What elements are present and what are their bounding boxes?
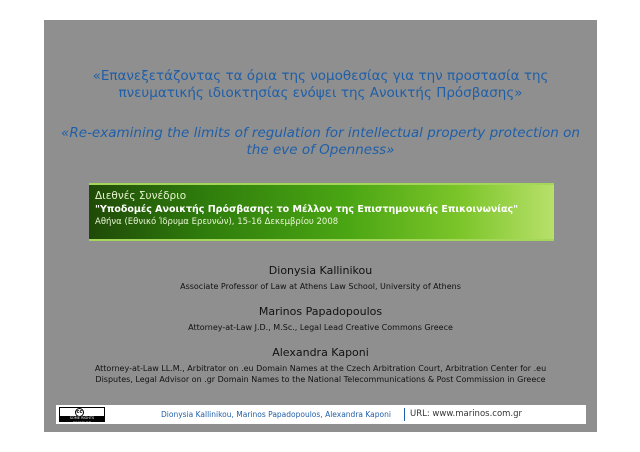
banner-conference-label: Διεθνές Συνέδριο — [95, 190, 187, 202]
creative-commons-icon: cc — [76, 409, 83, 415]
footer-url-link[interactable]: URL: www.marinos.com.gr — [410, 409, 523, 419]
speaker-role-3-line-2: Disputes, Legal Advisor on .gr Domain Names to the National Telecommunications & Post Commission in Greece — [95, 375, 546, 384]
slide-footer — [56, 405, 586, 424]
banner-conference-title: "Υποδομές Ανοικτής Πρόσβασης: το Μέλλον της Επιστημονικής Επικοινωνίας" — [95, 204, 519, 215]
creative-commons-label: SOME RIGHTS RESERVED — [60, 416, 104, 421]
english-title: «Re-examining the limits of regulation for intellectual property protection on the eve of Openness» — [61, 125, 580, 158]
banner-conference-venue-date: Αθήνα (Εθνικό Ίδρυμα Ερευνών), 15-16 Δεκεμβρίου 2008 — [95, 217, 339, 227]
speaker-name-2: Marinos Papadopoulos — [258, 305, 383, 318]
footer-authors: Dionysia Kallinikou, Marinos Papadopoulos, Alexandra Kaponi — [161, 410, 391, 419]
speaker-name-3: Alexandra Kaponi — [272, 346, 369, 359]
speaker-role-3-line-1: Attorney-at-Law LL.M., Arbitrator on .eu Domain Names at the Czech Arbitration Court, Arbitration Center for .eu — [94, 364, 547, 373]
conference-banner — [89, 183, 554, 241]
speaker-name-1: Dionysia Kallinikou — [268, 264, 373, 277]
creative-commons-badge[interactable] — [59, 407, 105, 425]
presentation-slide — [44, 20, 597, 432]
speaker-role-1: Associate Professor of Law at Athens Law School, University of Athens — [180, 282, 461, 291]
speaker-role-2: Attorney-at-Law J.D., M.Sc., Legal Lead Creative Commons Greece — [188, 323, 453, 332]
greek-title: «Επανεξετάζοντας τα όρια της νομοθεσίας για την προστασία της πνευματικής ιδιοκτησίας ενόψει της Ανοικτής Πρόσβασης» — [92, 68, 549, 101]
footer-divider — [404, 408, 405, 421]
